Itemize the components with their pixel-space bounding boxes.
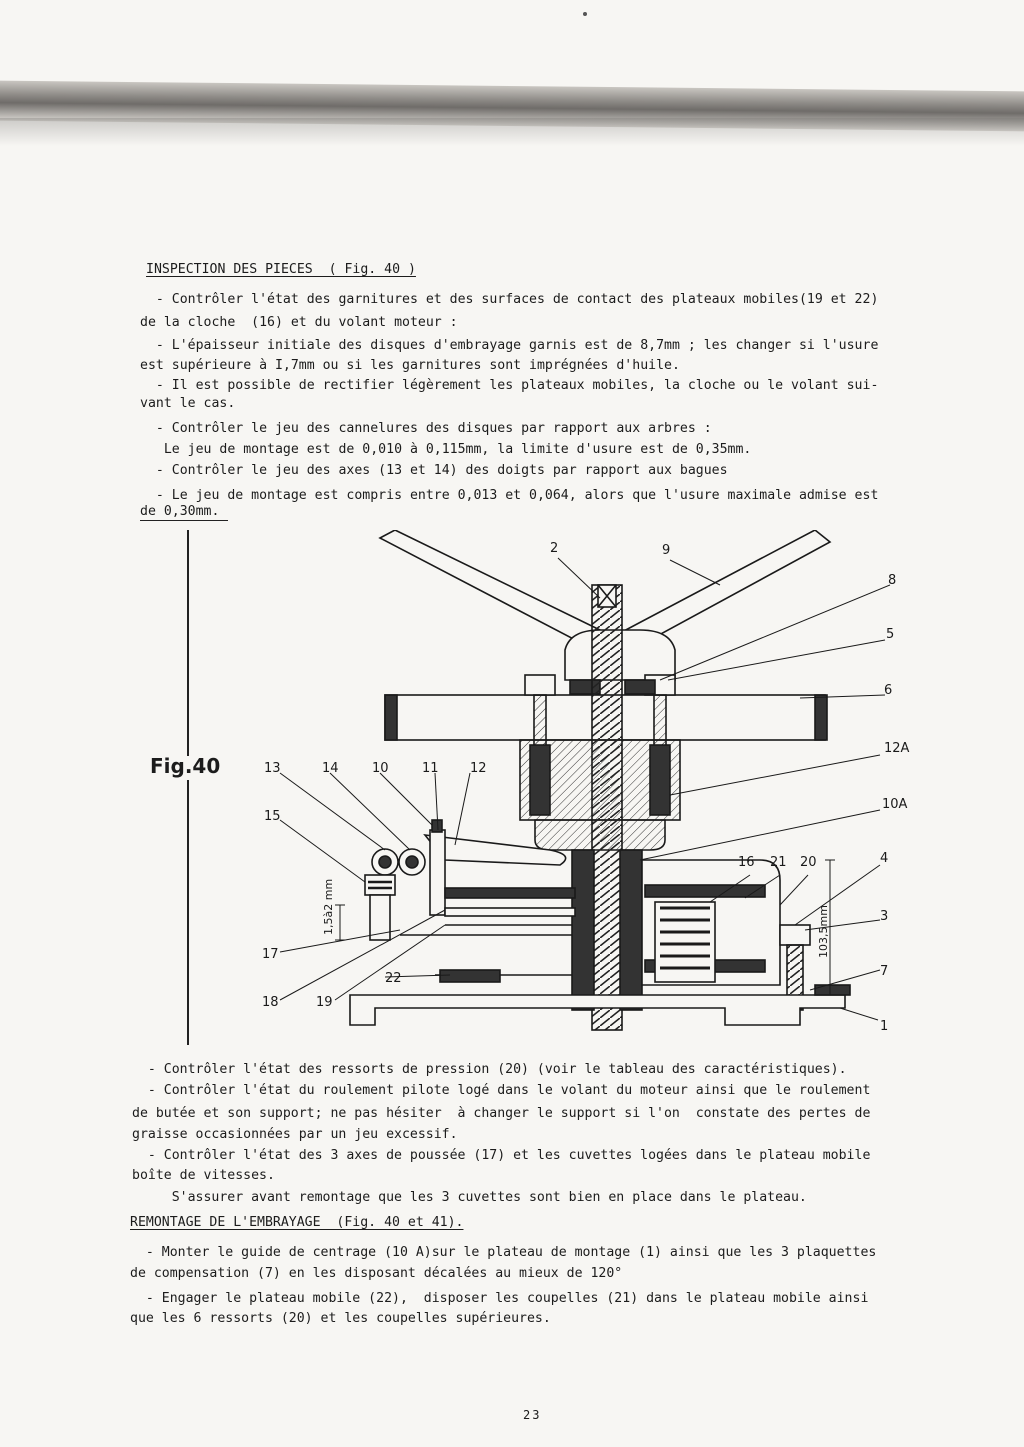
section-heading-inspection: INSPECTION DES PIECES ( Fig. 40 ): [146, 262, 416, 277]
callout-11: 11: [422, 761, 439, 776]
callout-5: 5: [886, 627, 895, 642]
callout-18: 18: [262, 995, 279, 1010]
handle-left-arm: [380, 530, 600, 645]
callout-12a: 12A: [884, 741, 910, 756]
callout-9: 9: [662, 543, 671, 558]
callout-14: 14: [322, 761, 339, 776]
callout-13: 13: [264, 761, 281, 776]
callout-1: 1: [880, 1019, 889, 1034]
callout-20: 20: [800, 855, 817, 870]
clutch-assembly-diagram: [240, 530, 920, 1050]
paragraph-line: - Monter le guide de centrage (10 A)sur le plateau de montage (1) ainsi que les 3 plaquettes: [130, 1245, 877, 1260]
callout-2: 2: [550, 541, 559, 556]
paragraph-line: - Il est possible de rectifier légèrement les plateaux mobiles, la cloche ou le volant sui-: [140, 378, 879, 393]
figure-label: Fig.40: [150, 754, 221, 778]
paragraph-line: de la cloche (16) et du volant moteur :: [140, 315, 458, 330]
callout-19: 19: [316, 995, 333, 1010]
callout-21: 21: [770, 855, 787, 870]
callout-15: 15: [264, 809, 281, 824]
paragraph-line: de compensation (7) en les disposant décalées au mieux de 120°: [130, 1266, 623, 1281]
callout-7: 7: [880, 964, 889, 979]
callout-3: 3: [880, 909, 889, 924]
dimension-small: 1,5à2 mm: [322, 878, 335, 935]
page-number: 23: [523, 1408, 542, 1422]
callout-17: 17: [262, 947, 279, 962]
paragraph-line: - Engager le plateau mobile (22), disposer les coupelles (21) dans le plateau mobile ainsi: [130, 1291, 869, 1306]
paragraph-line: S'assurer avant remontage que les 3 cuvettes sont bien en place dans le plateau.: [132, 1190, 807, 1205]
callout-8: 8: [888, 573, 897, 588]
callout-6: 6: [884, 683, 893, 698]
threaded-spindle: [592, 585, 622, 1030]
paragraph-line: de 0,30mm.: [140, 504, 220, 519]
paragraph-line: - Le jeu de montage est compris entre 0,013 et 0,064, alors que l'usure maximale admise est: [140, 488, 879, 503]
paragraph-line: - Contrôler l'état des ressorts de pression (20) (voir le tableau des caractéristiques).: [132, 1062, 847, 1077]
paragraph-line: graisse occasionnées par un jeu excessif.: [132, 1127, 458, 1142]
paragraph-line: de butée et son support; ne pas hésiter à changer le support si l'on constate des pertes de: [132, 1106, 871, 1121]
paragraph-line: - Contrôler l'état du roulement pilote logé dans le volant du moteur ainsi que le roulement: [132, 1083, 871, 1098]
callout-10a: 10A: [882, 797, 908, 812]
callout-16: 16: [738, 855, 755, 870]
paragraph-line: - Contrôler l'état des garnitures et des surfaces de contact des plateaux mobiles(19 et 22): [140, 292, 879, 307]
paragraph-line: - Contrôler l'état des 3 axes de poussée (17) et les cuvettes logées dans le plateau mobile: [132, 1148, 871, 1163]
paragraph-line: boîte de vitesses.: [132, 1168, 275, 1183]
callout-12: 12: [470, 761, 487, 776]
figure-rule-upper: [187, 530, 189, 756]
paragraph-line: est supérieure à I,7mm ou si les garnitures sont imprégnées d'huile.: [140, 358, 680, 373]
dimension-height: 103,5mm: [817, 905, 830, 958]
callout-10: 10: [372, 761, 389, 776]
paragraph-line: Le jeu de montage est de 0,010 à 0,115mm, la limite d'usure est de 0,35mm.: [140, 442, 752, 457]
callout-4: 4: [880, 851, 889, 866]
callout-22: 22: [385, 971, 402, 986]
underline-rule: [140, 520, 228, 521]
page-speck: [583, 12, 587, 16]
paragraph-line: vant le cas.: [140, 396, 236, 411]
paragraph-line: - Contrôler le jeu des axes (13 et 14) des doigts par rapport aux bagues: [140, 463, 728, 478]
figure-rule-lower: [187, 780, 189, 1045]
paragraph-line: que les 6 ressorts (20) et les coupelles supérieures.: [130, 1311, 551, 1326]
section-heading-remontage: REMONTAGE DE L'EMBRAYAGE (Fig. 40 et 41).: [130, 1215, 464, 1230]
paragraph-line: - Contrôler le jeu des cannelures des disques par rapport aux arbres :: [140, 421, 712, 436]
paragraph-line: - L'épaisseur initiale des disques d'embrayage garnis est de 8,7mm ; les changer si l'usure: [140, 338, 879, 353]
binding-shadow: [0, 118, 1024, 146]
